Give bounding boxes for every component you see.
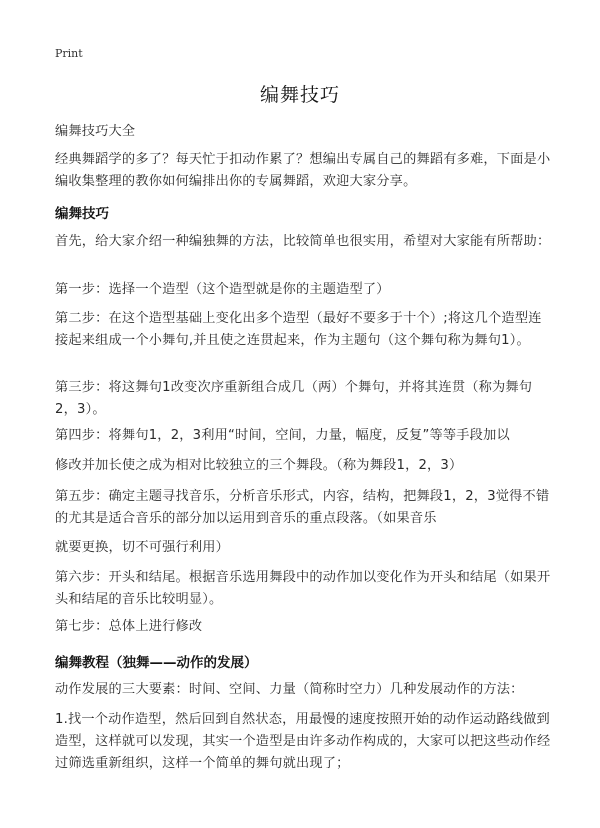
step-5-line-1: 第五步：确定主题寻找音乐，分析音乐形式，内容，结构，把舞段1，2，3觉得不错的尤其是适合音乐的部分加以运用到音乐的重点段落。（如果音乐 — [55, 489, 550, 526]
step-4-line-2: 修改并加长使之成为相对比较独立的三个舞段。（称为舞段1，2，3） — [55, 458, 463, 473]
step-1: 第一步：选择一个造型（这个造型就是你的主题造型了） — [55, 282, 390, 297]
section-heading-techniques: 编舞技巧 — [55, 206, 109, 222]
step-6: 第六步：开头和结尾。根据音乐选用舞段中的动作加以变化作为开头和结尾（如果开头和结尾的音乐比较明显）。 — [55, 570, 551, 607]
method-item-1: 1.找一个动作造型，然后回到自然状态，用最慢的速度按照开始的动作运动路线做到造型，这样就可以发现，其实一个造型是由许多动作构成的，大家可以把这些动作经过筛选重新组织，这样一个简单的舞句就出现了； — [55, 712, 551, 771]
step-7: 第七步：总体上进行修改 — [55, 619, 203, 634]
step-2: 第二步：在这个造型基础上变化出多个造型（最好不要多于十个）;将这几个造型连接起来组成一个小舞句,并且使之连贯起来，作为主题句（这个舞句称为舞句1）。 — [55, 311, 542, 348]
section-heading-tutorial: 编舞教程（独舞——动作的发展） — [55, 655, 258, 671]
section1-intro: 首先，给大家介绍一种编独舞的方法，比较简单也很实用，希望对大家能有所帮助： — [55, 234, 551, 249]
step-5-line-2: 就要更换，切不可强行利用） — [55, 540, 230, 555]
print-label[interactable]: Print — [55, 47, 83, 60]
section2-intro: 动作发展的三大要素：时间、空间、力量（简称时空力）几种发展动作的方法： — [55, 682, 524, 697]
document-title: 编舞技巧 — [259, 84, 340, 106]
step-4-line-1: 第四步：将舞句1，2，3利用“时间，空间，力量，幅度，反复”等等手段加以 — [55, 428, 510, 443]
step-3: 第三步：将这舞句1改变次序重新组合成几（两）个舞句，并将其连贯（称为舞句2，3）。 — [55, 380, 533, 417]
intro-paragraph: 经典舞蹈学的多了？每天忙于扣动作累了？想编出专属自己的舞蹈有多难，下面是小编收集整理的教你如何编排出你的专属舞蹈，欢迎大家分享。 — [55, 152, 551, 189]
document-subtitle: 编舞技巧大全 — [55, 124, 136, 139]
